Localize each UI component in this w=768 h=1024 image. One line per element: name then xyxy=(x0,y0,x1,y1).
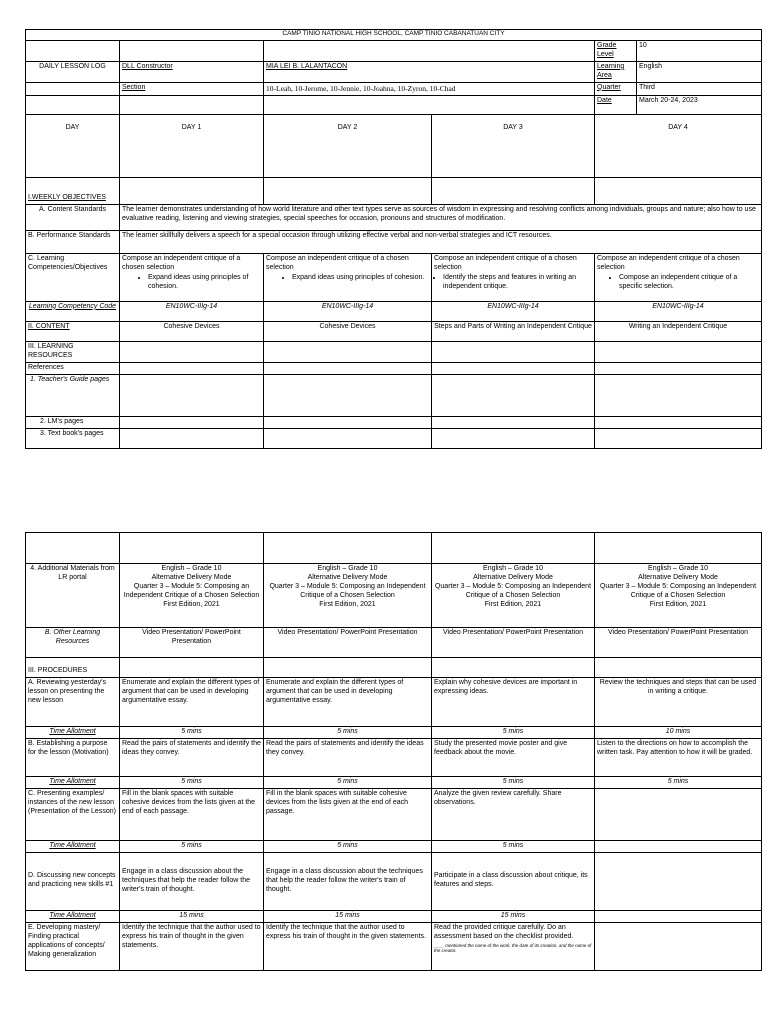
competency-code-label: Learning Competency Code xyxy=(26,301,120,321)
procedure-e-day-2: Identify the technique that the author used to express his train of thought in the given statements. xyxy=(264,922,432,970)
competency-day-1 xyxy=(120,253,264,301)
time-allotment-label: Time Allotment xyxy=(26,727,120,739)
content-standards-label: A. Content Standards xyxy=(26,204,120,230)
performance-standards-label: B. Performance Standards xyxy=(26,230,120,253)
time-c-day-3: 5 mins xyxy=(432,840,595,852)
time-d-day-2: 15 mins xyxy=(264,910,432,922)
additional-materials-day-4: English – Grade 10 Alternative Delivery Mode Quarter 3 – Module 5: Composing an Independent Critique of a Chosen Selection First Edition, 2021 xyxy=(595,564,762,628)
blank-cell xyxy=(595,788,762,840)
competency-code-day-3: EN10WC-IIIg-14 xyxy=(432,301,595,321)
blank-cell xyxy=(432,177,595,204)
teacher-name: MIA LEI B. LALANTACON xyxy=(264,61,595,82)
competency-main: Compose an independent critique of a chosen selection xyxy=(434,254,577,271)
textbook-pages-label: 3. Text book's pages xyxy=(26,428,120,448)
additional-materials-label: 4. Additional Materials from LR portal xyxy=(26,564,120,628)
procedure-d-day-2: Engage in a class discussion about the techniques that help the reader follow the writer's train of thought. xyxy=(264,852,432,910)
procedure-a-label: A. Reviewing yesterday's lesson on presenting the new lesson xyxy=(26,678,120,727)
other-resources-day-4: Video Presentation/ PowerPoint Presentation xyxy=(595,628,762,658)
learning-resources-label: III. LEARNING RESOURCES xyxy=(26,341,120,362)
procedure-d-day-3: Participate in a class discussion about critique, its features and steps. xyxy=(432,852,595,910)
procedure-c-day-3: Analyze the given review carefully. Share observations. xyxy=(432,788,595,840)
learning-area-value: English xyxy=(637,61,762,82)
competencies-label: C. Learning Competencies/Objectives xyxy=(26,253,120,301)
blank-cell xyxy=(595,428,762,448)
lesson-log-table-bottom xyxy=(25,532,762,971)
blank-cell xyxy=(595,341,762,362)
competency-objective: • Expand ideas using principles of cohesion. xyxy=(292,274,429,283)
date-label: Date xyxy=(595,95,637,114)
time-allotment-label: Time Allotment xyxy=(26,840,120,852)
blank-cell xyxy=(264,341,432,362)
blank-cell xyxy=(595,533,762,564)
blank-cell xyxy=(432,374,595,416)
competency-day-4 xyxy=(595,253,762,301)
time-a-day-4: 10 mins xyxy=(595,727,762,739)
time-d-day-3: 15 mins xyxy=(432,910,595,922)
procedure-c-day-1: Fill in the blank spaces with suitable cohesive devices from the lists given at the end of each passage. xyxy=(120,788,264,840)
procedure-b-day-1: Read the pairs of statements and identify the ideas they convey. xyxy=(120,738,264,776)
blank-cell xyxy=(264,362,432,374)
blank-cell xyxy=(120,177,264,204)
procedure-a-day-4: Review the techniques and steps that can be used in writing a critique. xyxy=(595,678,762,727)
blank-cell xyxy=(120,533,264,564)
blank-cell xyxy=(120,374,264,416)
day-4-header: DAY 4 xyxy=(595,114,762,177)
day-1-header: DAY 1 xyxy=(120,114,264,177)
checklist-item: ____ mentioned the name of the work, the date of its creation, and the name of the creator. xyxy=(434,942,592,954)
lm-pages-label: 2. LM's pages xyxy=(26,416,120,428)
procedure-c-day-2: Fill in the blank spaces with suitable cohesive devices from the lists given at the end of each passage. xyxy=(264,788,432,840)
procedure-b-day-3: Study the presented movie poster and give feedback about the movie. xyxy=(432,738,595,776)
blank-cell xyxy=(595,416,762,428)
competency-objective: • Identify the steps and features in writing an independent critique. xyxy=(443,274,592,292)
additional-materials-day-2: English – Grade 10 Alternative Delivery Mode Quarter 3 – Module 5: Composing an Independent Critique of a Chosen Selection First Edition, 2021 xyxy=(264,564,432,628)
grade-level-label: Grade Level xyxy=(595,41,637,62)
blank-cell xyxy=(432,341,595,362)
blank-cell xyxy=(120,95,264,114)
content-standards-text: The learner demonstrates understanding of how world literature and other text types serve as sources of wisdom in expressing and resolving conflicts among individuals, groups and nature; also how to use evaluative reading, listening and viewing strategies, special speeches for occasion, pronouns and structures of modification. xyxy=(120,204,762,230)
time-d-day-1: 15 mins xyxy=(120,910,264,922)
other-resources-day-3: Video Presentation/ PowerPoint Presentation xyxy=(432,628,595,658)
procedure-e-day-1: Identify the technique that the author used to express his train of thought in the given statements. xyxy=(120,922,264,970)
time-b-day-2: 5 mins xyxy=(264,776,432,788)
performance-standards-text: The learner skillfully delivers a speech for a special occasion through utilizing effective verbal and non-verbal strategies and ICT resources. xyxy=(120,230,762,253)
date-value: March 20-24, 2023 xyxy=(637,95,762,114)
competency-code-day-4: EN10WC-IIIg-14 xyxy=(595,301,762,321)
blank-cell xyxy=(120,341,264,362)
lesson-log-table-top xyxy=(25,29,762,449)
competency-main: Compose an independent critique of a chosen selection xyxy=(597,254,740,271)
blank-cell xyxy=(26,82,120,95)
time-a-day-2: 5 mins xyxy=(264,727,432,739)
blank-cell xyxy=(264,95,595,114)
competency-main: Compose an independent critique of a chosen selection xyxy=(266,254,409,271)
procedure-d-label: D. Discussing new concepts and practicing new skills #1 xyxy=(26,852,120,910)
additional-materials-day-3: English – Grade 10 Alternative Delivery Mode Quarter 3 – Module 5: Composing an Independent Critique of a Chosen Selection First Edition, 2021 xyxy=(432,564,595,628)
procedure-b-label: B. Establishing a purpose for the lesson (Motivation) xyxy=(26,738,120,776)
time-b-day-4: 5 mins xyxy=(595,776,762,788)
blank-cell xyxy=(264,177,432,204)
blank-cell xyxy=(120,41,264,62)
procedures-label: III. PROCEDURES xyxy=(26,658,120,678)
content-label: II. CONTENT xyxy=(26,321,120,341)
procedure-a-day-3: Explain why cohesive devices are important in expressing ideas. xyxy=(432,678,595,727)
day-2-header: DAY 2 xyxy=(264,114,432,177)
procedure-a-day-1: Enumerate and explain the different types of argument that can be used in developing argumentative essay. xyxy=(120,678,264,727)
blank-cell xyxy=(432,658,595,678)
quarter-value: Third xyxy=(637,82,762,95)
procedure-b-day-2: Read the pairs of statements and identify the ideas they convey. xyxy=(264,738,432,776)
day-3-header: DAY 3 xyxy=(432,114,595,177)
blank-cell xyxy=(432,362,595,374)
blank-cell xyxy=(26,95,120,114)
section-label: Section xyxy=(120,82,264,95)
weekly-objectives-label: I.WEEKLY OBJECTIVES xyxy=(26,177,120,204)
competency-code-day-1: EN10WC-IIIg-14 xyxy=(120,301,264,321)
blank-cell xyxy=(595,840,762,852)
procedure-b-day-4: Listen to the directions on how to accomplish the written task. Pay attention to how it will be graded. xyxy=(595,738,762,776)
blank-cell xyxy=(264,416,432,428)
blank-cell xyxy=(120,658,264,678)
grade-level-value: 10 xyxy=(637,41,762,62)
blank-cell xyxy=(26,533,120,564)
blank-cell xyxy=(595,374,762,416)
content-day-2: Cohesive Devices xyxy=(264,321,432,341)
time-a-day-3: 5 mins xyxy=(432,727,595,739)
procedure-e-day-3-text: Read the provided critique carefully. Do an assessment based on the checklist provided. xyxy=(434,923,574,940)
blank-cell xyxy=(264,374,432,416)
blank-cell xyxy=(120,362,264,374)
blank-cell xyxy=(595,910,762,922)
blank-cell xyxy=(595,922,762,970)
blank-cell xyxy=(432,533,595,564)
quarter-label: Quarter xyxy=(595,82,637,95)
day-label: DAY xyxy=(26,114,120,177)
competency-day-3 xyxy=(432,253,595,301)
competency-objective: • Expand ideas using principles of cohesion. xyxy=(148,274,261,292)
time-b-day-3: 5 mins xyxy=(432,776,595,788)
procedure-a-day-2: Enumerate and explain the different types of argument that can be used in developing argumentative essay. xyxy=(264,678,432,727)
competency-main: Compose an independent critique of a chosen selection xyxy=(122,254,241,271)
other-resources-day-1: Video Presentation/ PowerPoint Presentation xyxy=(120,628,264,658)
procedure-e-label: E. Developing mastery/ Finding practical applications of concepts/ Making generalization xyxy=(26,922,120,970)
sections-list: 10-Leah, 10-Jerome, 10-Jennie, 10-Joahna, 10-Zyron, 10-Chad xyxy=(264,82,595,95)
blank-cell xyxy=(595,177,762,204)
dll-constructor-label: DLL Constructor xyxy=(120,61,264,82)
procedure-c-label: C. Presenting examples/ instances of the new lesson (Presentation of the Lesson) xyxy=(26,788,120,840)
content-day-3: Steps and Parts of Writing an Independent Critique xyxy=(432,321,595,341)
other-resources-day-2: Video Presentation/ PowerPoint Presentation xyxy=(264,628,432,658)
blank-cell xyxy=(26,41,120,62)
blank-cell xyxy=(595,362,762,374)
time-allotment-label: Time Allotment xyxy=(26,910,120,922)
blank-cell xyxy=(432,416,595,428)
blank-cell xyxy=(595,658,762,678)
blank-cell xyxy=(264,41,595,62)
time-c-day-1: 5 mins xyxy=(120,840,264,852)
blank-cell xyxy=(120,428,264,448)
time-a-day-1: 5 mins xyxy=(120,727,264,739)
blank-cell xyxy=(595,852,762,910)
learning-area-label: Learning Area xyxy=(595,61,637,82)
other-resources-label: B. Other Learning Resources xyxy=(26,628,120,658)
time-allotment-label: Time Allotment xyxy=(26,776,120,788)
time-c-day-2: 5 mins xyxy=(264,840,432,852)
blank-cell xyxy=(120,416,264,428)
time-b-day-1: 5 mins xyxy=(120,776,264,788)
references-label: References xyxy=(26,362,120,374)
blank-cell xyxy=(264,533,432,564)
content-day-4: Writing an Independent Critique xyxy=(595,321,762,341)
school-name: CAMP TINIO NATIONAL HIGH SCHOOL, CAMP TINIO CABANATUAN CITY xyxy=(26,30,762,41)
competency-objective: • Compose an independent critique of a specific selection. xyxy=(619,274,759,292)
blank-cell xyxy=(264,658,432,678)
teachers-guide-label: 1. Teacher's Guide pages xyxy=(26,374,120,416)
procedure-e-day-3 xyxy=(432,922,595,970)
competency-day-2 xyxy=(264,253,432,301)
content-day-1: Cohesive Devices xyxy=(120,321,264,341)
competency-code-day-2: EN10WC-IIIg-14 xyxy=(264,301,432,321)
blank-cell xyxy=(432,428,595,448)
additional-materials-day-1: English – Grade 10 Alternative Delivery Mode Quarter 3 – Module 5: Composing an Independent Critique of a Chosen Selection First Edition, 2021 xyxy=(120,564,264,628)
log-title: DAILY LESSON LOG xyxy=(26,61,120,82)
blank-cell xyxy=(264,428,432,448)
procedure-d-day-1: Engage in a class discussion about the techniques that help the reader follow the writer's train of thought. xyxy=(120,852,264,910)
